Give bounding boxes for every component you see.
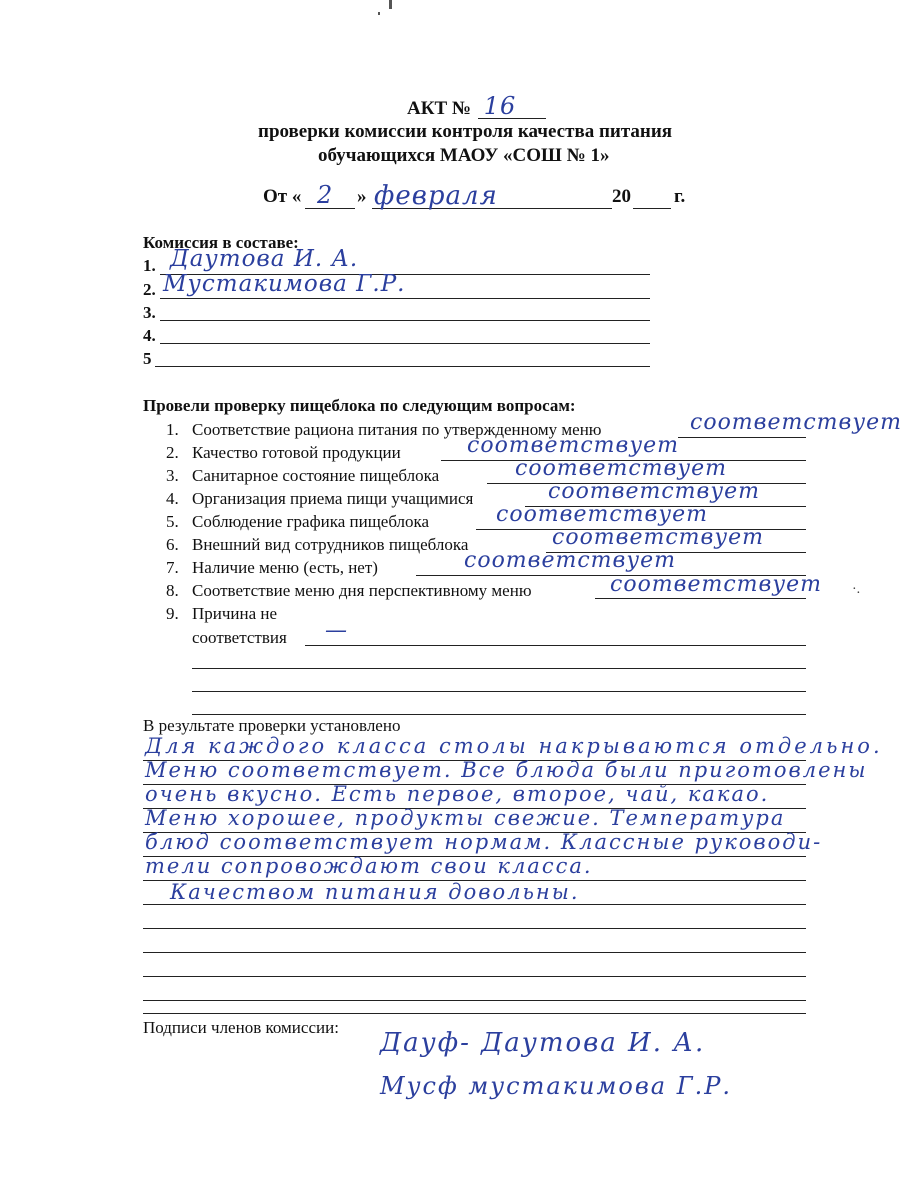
member-line [160,343,650,344]
member-name: Мустакимова Г.Р. [163,271,406,297]
date-mid: » [357,186,367,207]
signature-divider [143,1013,806,1014]
date-year-underline [633,208,671,209]
member-num: 1. [143,256,156,275]
inspection-item-label: соответствия [192,628,287,647]
member-num: 5 [143,349,152,368]
member-line [155,366,650,367]
inspection-item-answer: — [325,618,348,643]
inspection-item-num: 3. [166,466,179,485]
result-line [143,904,806,905]
inspection-item-line [595,598,806,599]
inspection-item-num: 8. [166,581,179,600]
inspection-item-answer: соответствует [690,410,902,435]
act-subtitle-2: обучающихся МАОУ «СОШ № 1» [318,145,610,166]
result-heading: В результате проверки установлено [143,716,401,735]
result-line [143,1000,806,1001]
member-num: 2. [143,280,156,299]
inspection-item-answer: соответствует [496,502,708,527]
act-title-prefix: АКТ № [407,98,472,119]
date-prefix: От « [263,186,302,207]
inspection-item-label: Соответствие меню дня перспективному меню [192,581,532,600]
scan-mark [378,12,380,15]
inspection-item-label: Соответствие рациона питания по утвержденному меню [192,420,602,439]
date-day: 2 [317,181,334,209]
inspection-item-label: Наличие меню (есть, нет) [192,558,378,577]
inspection-item-line [678,437,806,438]
scan-mark [389,0,392,9]
result-text: Меню хорошее, продукты свежие. Температура [145,806,786,830]
result-line [143,976,806,977]
member-line [160,320,650,321]
signature-2: Мусф мустакимова Г.Р. [380,1072,733,1100]
member-num: 4. [143,326,156,345]
inspection-item-answer: соответствует [515,456,727,481]
date-month: февраля [374,181,498,211]
result-text: Качеством питания довольны. [170,880,580,904]
reason-line [192,714,806,715]
inspection-item-label: Качество готовой продукции [192,443,401,462]
inspection-item-label: Внешний вид сотрудников пищеблока [192,535,469,554]
member-line [160,298,650,299]
reason-line [192,668,806,669]
inspection-item-answer: соответствует [552,525,764,550]
result-line [143,928,806,929]
inspection-item-num: 1. [166,420,179,439]
result-text: блюд соответствует нормам. Классные руководи- [145,830,823,854]
result-text: тели сопровождают свои класса. [145,854,593,878]
result-text: Для каждого класса столы накрываются отдельно. [145,734,883,758]
result-line [143,952,806,953]
act-number: 16 [483,92,517,120]
inspection-item-label: Организация приема пищи учащимися [192,489,474,508]
inspection-item-num: 4. [166,489,179,508]
inspection-heading: Провели проверку пищеблока по следующим вопросам: [143,396,576,415]
inspection-item-num: 2. [166,443,179,462]
date-year-prefix: 20 [612,186,631,207]
member-num: 3. [143,303,156,322]
inspection-item-answer: соответствует [610,572,822,597]
inspection-item-answer: соответствует [464,548,676,573]
act-number-underline [478,118,546,119]
member-name: Даутова И. А. [170,246,359,272]
signatures-heading: Подписи членов комиссии: [143,1018,339,1037]
inspection-item-num: 6. [166,535,179,554]
inspection-item-label: Причина не [192,604,278,623]
act-subtitle-1: проверки комиссии контроля качества питания [258,121,673,142]
inspection-item-label: Санитарное состояние пищеблока [192,466,440,485]
result-text: Меню соответствует. Все блюда были приготовлены [145,758,868,782]
reason-line [192,691,806,692]
scan-dot: ·. [852,582,861,597]
result-text: очень вкусно. Есть первое, второе, чай, какао. [145,782,770,806]
inspection-item-answer: соответствует [548,479,760,504]
inspection-item-answer: соответствует [467,433,679,458]
inspection-item-label: Соблюдение графика пищеблока [192,512,430,531]
inspection-item-num: 9. [166,604,179,623]
signature-1: Дауф- Даутова И. А. [380,1028,706,1058]
inspection-item-num: 7. [166,558,179,577]
date-year-suffix: г. [674,186,686,207]
act-title [407,92,516,120]
inspection-item-line [305,645,806,646]
inspection-item-num: 5. [166,512,179,531]
commission-heading: Комиссия в составе: [143,233,299,252]
